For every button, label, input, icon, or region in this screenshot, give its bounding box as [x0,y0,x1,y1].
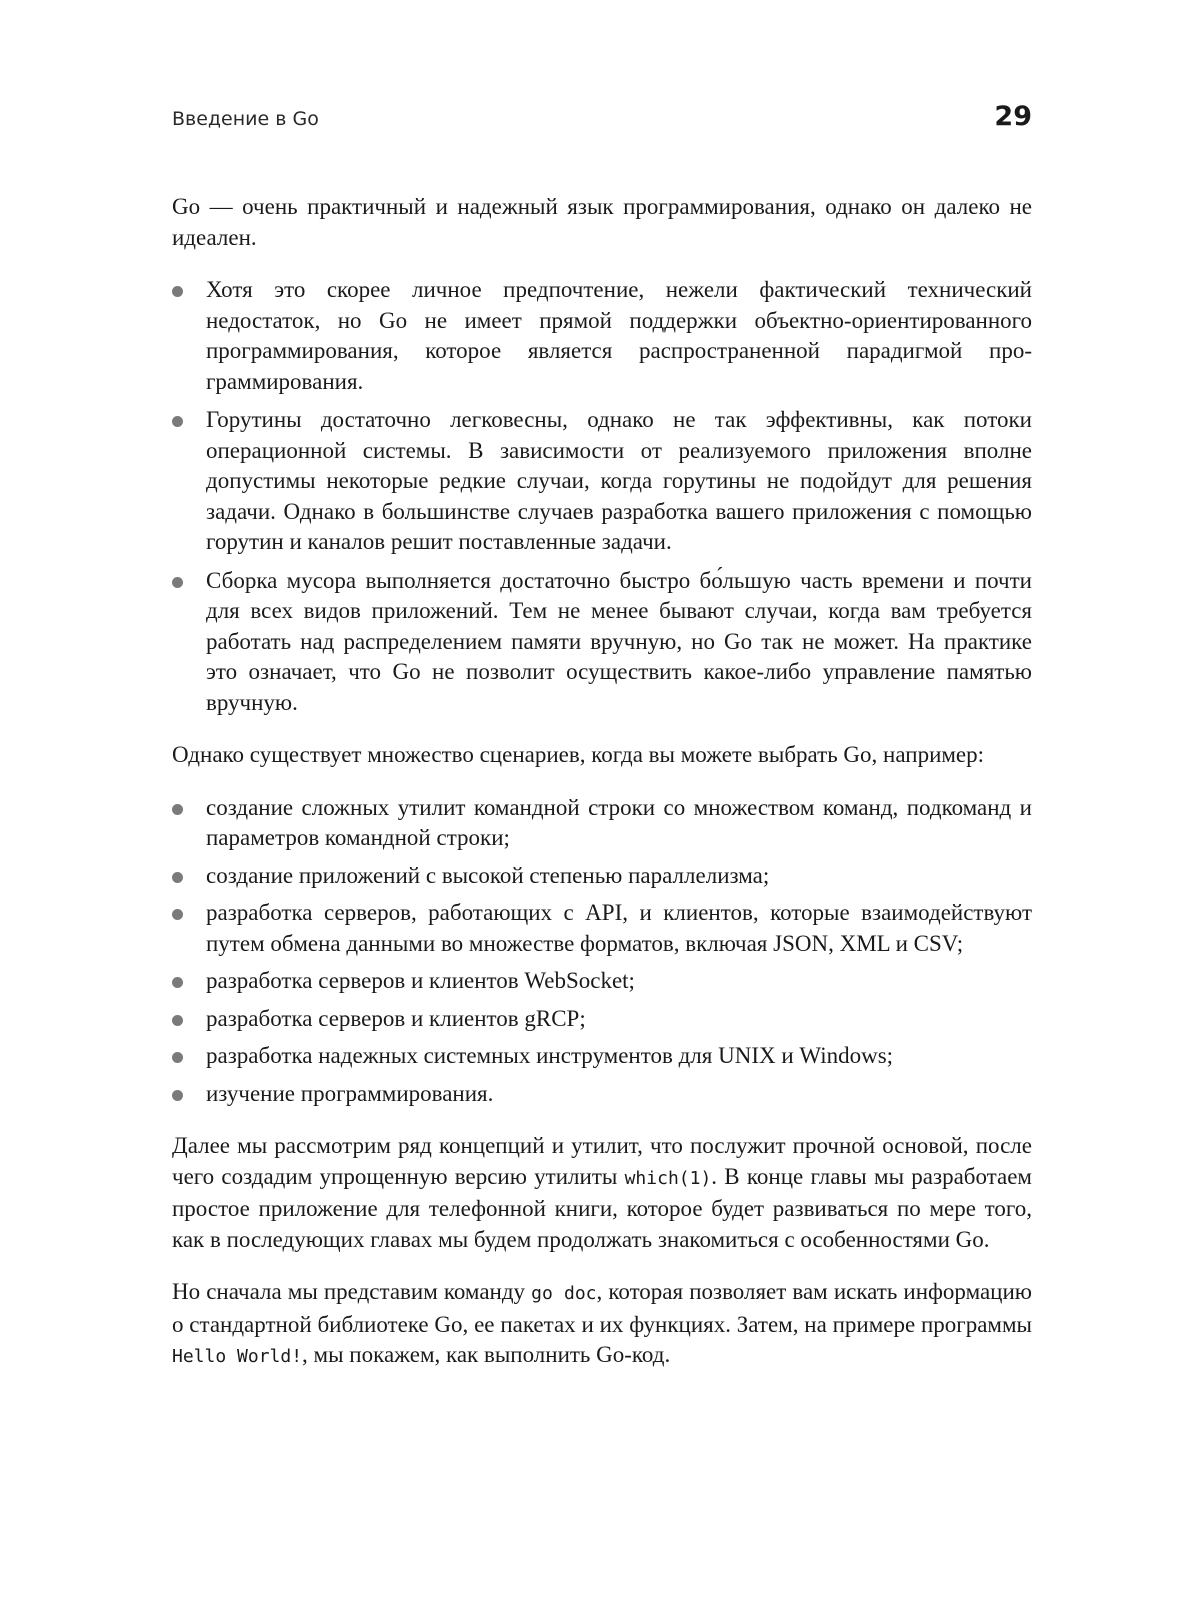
list-item [172,1079,1032,1110]
list-item-text: разработка серверов, работающих с API, и клиентов, которые взаимодействуют путем обмена данными во множестве форматов, включая JSON, XML и CSV; [206,900,1032,956]
inline-code-which: which(1) [624,1167,712,1189]
list-item [172,898,1032,959]
chapter-title: Введение в Go [172,108,319,130]
paragraph-text: . В конце главы мы разработаем простое приложение для телефонной книги, которое будет развиваться по мере того, как в последующих главах мы будем продолжать знакомиться с особенностями Go. [172,1163,1032,1252]
page-number: 29 [994,101,1032,132]
bullet-icon [172,804,183,815]
list-item [172,861,1032,892]
list-item [172,1004,1032,1035]
next-steps-paragraph [172,1131,1032,1255]
list-item [172,405,1032,558]
bullet-icon [172,1052,183,1063]
scenarios-list [172,793,1032,1110]
list-item-text: Горутины достаточно легковесны, однако не так эффективны, как потоки операционной системы. В зависимости от реализуемого приложения вполне допустимы некоторые редкие случаи, когда горутины не подойдут для решения задачи. Однако в большинстве случаев разработка вашего приложения с помощью горутин и каналов решит поставленные задачи. [206,407,1032,554]
list-item-text: Хотя это скорее личное предпочтение, нежели фактический технический недостаток, но Go не имеет прямой поддержки объектно-ориентированного программирования, которое является распространенной парадигмой программирования. [206,277,1032,394]
paragraph-text: , которая позволяет вам искать информацию о стандартной библиотеке Go, ее пакетах и их функциях. Затем, на примере программы [172,1279,1032,1337]
bullet-icon [172,1015,183,1026]
bullet-icon [172,577,183,588]
bullet-icon [172,416,183,427]
bullet-icon [172,909,183,920]
bullet-icon [172,1090,183,1101]
intro-paragraph: Go — очень практичный и надежный язык программирования, однако он далеко не идеален. [172,194,1032,250]
list-item [172,793,1032,854]
paragraph-text: , мы покажем, как выполнить Go-код. [302,1342,671,1367]
inline-code-hello-world: Hello World! [172,1346,303,1367]
list-item-text: создание сложных утилит командной строки со множеством команд, подкоманд и параметров командной строки; [206,794,1032,850]
running-head [172,101,1032,144]
list-item-text: изучение программирования. [206,1080,494,1106]
list-item [172,275,1032,397]
list-item [172,1041,1032,1072]
paragraph-text: Но сначала мы представим команду [172,1279,532,1304]
list-item-text: разработка серверов и клиентов gRCP; [206,1005,586,1031]
scenarios-intro: Однако существует множество сценариев, когда вы можете выбрать Go, например: [172,742,985,767]
closing-paragraph [172,1277,1032,1373]
list-item-text: создание приложений с высокой степенью параллелизма; [206,862,770,888]
list-item-text: разработка надежных системных инструментов для UNIX и Windows; [206,1043,894,1068]
drawbacks-list [172,275,1032,718]
page-body [172,192,1032,1395]
list-item-text: Сборка мусора выполняется достаточно быстро бо́льшую часть времени и почти для всех видов приложений. Тем не менее бывают случаи, когда вам требуется работать над распределением памяти вручную, но Go так не может. На практике это означает, что Go не позволит осуществить какое-либо управление памятью вручную. [206,567,1032,715]
paragraph-text: Далее мы рассмотрим ряд концепций и утилит, что послужит прочной основой, после чего создадим упрощенную версию утилиты [172,1133,1032,1189]
inline-code-go-doc: go doc [531,1283,597,1304]
bullet-icon [172,286,183,297]
bullet-icon [172,872,183,883]
list-item [172,966,1032,997]
list-item [172,566,1032,719]
list-item-text: разработка серверов и клиентов WebSocket; [206,968,635,993]
bullet-icon [172,977,183,988]
